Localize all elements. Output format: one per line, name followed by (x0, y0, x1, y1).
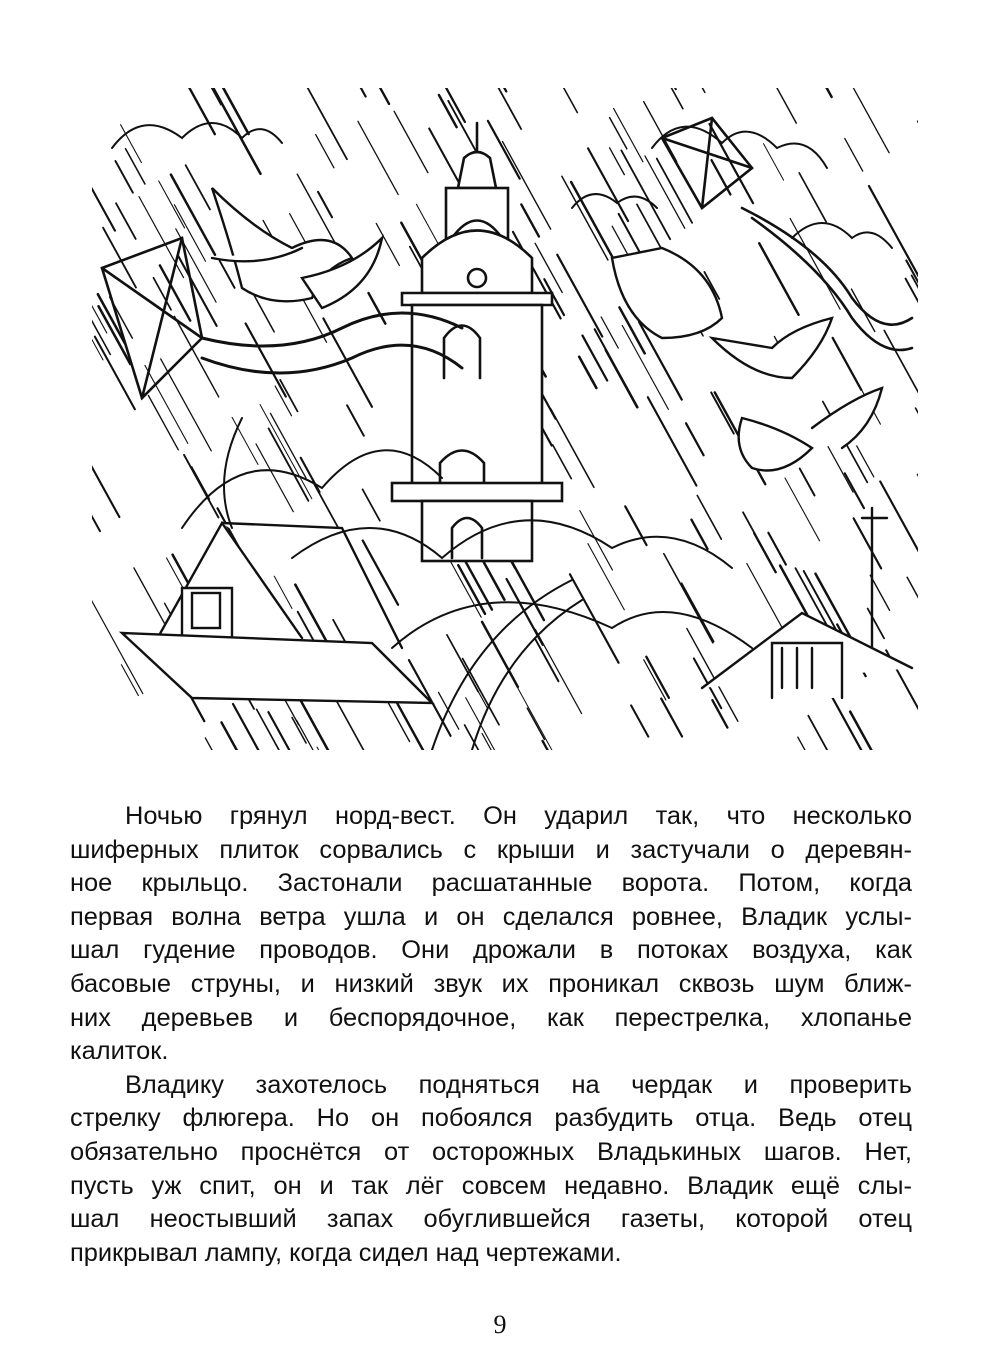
text-line: шал гудение проводов. Они дрожали в потоках воздуха, как (70, 936, 912, 965)
wind-stroke (557, 255, 602, 337)
wind-stroke (174, 316, 218, 397)
page-number: 9 (493, 1310, 507, 1339)
wind-stroke (857, 446, 874, 477)
wind-stroke (768, 533, 786, 565)
wind-stroke (764, 88, 796, 123)
wind-stroke (570, 574, 619, 662)
wind-stroke (571, 182, 612, 257)
wind-stroke (350, 88, 366, 96)
wind-stroke (317, 747, 331, 750)
text-line: Ночью грянул норд-вест. Он ударил так, что несколько (125, 802, 912, 830)
wind-stroke (543, 741, 581, 750)
text-line: них деревьев и беспорядочное, как перестрелка, хлопанье (70, 1003, 912, 1032)
wind-stroke (686, 423, 704, 455)
wind-stroke (365, 88, 389, 104)
wind-stroke (906, 279, 918, 353)
wind-stroke (828, 447, 853, 492)
wind-stroke (233, 704, 269, 750)
wind-stroke (115, 161, 132, 193)
wind-stroke (116, 203, 136, 239)
wind-stroke (369, 293, 386, 324)
wind-stroke (588, 148, 628, 221)
wind-stroke (497, 88, 522, 129)
wind-stroke (697, 495, 721, 539)
storm-illustration (92, 88, 918, 750)
wind-stroke (614, 108, 643, 161)
wind-stroke (92, 452, 100, 531)
wind-stroke (159, 181, 185, 228)
wind-stroke (316, 135, 334, 168)
wind-stroke (621, 150, 670, 239)
wind-stroke (907, 88, 918, 96)
wind-stroke (457, 653, 488, 709)
wind-stroke (184, 455, 218, 518)
wind-stroke (358, 121, 398, 194)
wind-stroke (192, 467, 210, 499)
wind-stroke (95, 337, 135, 410)
wind-stroke (246, 323, 286, 396)
wind-stroke (850, 712, 878, 750)
wind-stroke (527, 708, 544, 739)
wind-stroke (785, 478, 820, 541)
wind-stroke (817, 88, 832, 97)
wind-stroke (808, 716, 837, 750)
wind-stroke (601, 317, 618, 348)
wind-stroke (798, 737, 841, 750)
wind-stroke (92, 443, 119, 517)
wind-stroke (651, 88, 683, 109)
wind-stroke (92, 733, 93, 750)
wind-stroke (222, 722, 245, 750)
wind-stroke (260, 405, 312, 499)
text-line: стрелку флюгера. Но он побоялся разбудить отца. Ведь отец (70, 1104, 912, 1133)
body-text (70, 800, 912, 1270)
wind-stroke (907, 577, 918, 609)
wind-stroke (232, 417, 258, 464)
wind-stroke (631, 705, 648, 736)
wind-stroke (463, 659, 499, 725)
wind-stroke (800, 469, 815, 496)
wind-stroke (92, 156, 115, 230)
wind-stroke (917, 474, 918, 522)
wind-stroke (292, 718, 306, 743)
wind-stroke (514, 681, 565, 750)
wind-stroke (270, 413, 306, 478)
wind-stroke (486, 88, 506, 91)
wind-stroke (347, 405, 364, 435)
wind-stroke (172, 88, 214, 134)
text-line: ное крыльцо. Застонали расшатанные ворота. Потом, когда (70, 869, 912, 898)
text-line: обязательно проснётся от осторожных Владькиных шагов. Нет, (70, 1137, 912, 1166)
wind-stroke (912, 275, 918, 331)
wind-stroke (646, 657, 669, 698)
wind-stroke (280, 380, 297, 411)
wind-stroke (610, 118, 627, 149)
wind-stroke (644, 660, 666, 700)
text-line: первая волна ветра ушла и он сделался ровнее, Владик услы- (70, 902, 912, 931)
text-line: прикрывал лампу, когда сидел над чертежами. (70, 1238, 622, 1267)
wind-stroke (712, 160, 731, 194)
text-line: шал неостывший запах обуглившейся газеты, которой отец (70, 1205, 912, 1234)
wind-stroke (429, 88, 465, 122)
wind-stroke (711, 392, 734, 433)
wind-stroke (799, 173, 826, 222)
wind-stroke (145, 365, 188, 443)
wind-stroke (363, 489, 380, 520)
wind-stroke (686, 88, 705, 92)
wind-stroke (648, 397, 697, 485)
wind-stroke (268, 712, 291, 750)
left-house (122, 523, 432, 703)
wind-stroke (318, 192, 332, 217)
wind-stroke (661, 699, 682, 737)
wind-stroke (588, 544, 624, 610)
wind-stroke (99, 306, 131, 364)
paragraph-2 (70, 1069, 912, 1271)
wind-stroke (664, 554, 713, 643)
wind-stroke (551, 409, 594, 487)
text-line: шиферных плиток сорвались с крыши и застучали о деревян- (70, 835, 912, 864)
wind-stroke (845, 473, 864, 508)
wind-stroke (884, 330, 918, 413)
wind-stroke (850, 88, 889, 153)
wind-stroke (582, 336, 607, 381)
wind-stroke (759, 243, 798, 314)
wind-stroke (854, 518, 882, 568)
wind-stroke (743, 512, 776, 572)
bell-tower (392, 123, 562, 561)
wind-stroke (916, 408, 918, 435)
wind-stroke (304, 88, 347, 159)
wind-stroke (535, 639, 558, 682)
wind-stroke (682, 583, 714, 641)
wind-stroke (186, 165, 210, 209)
wind-stroke (562, 176, 608, 260)
wind-stroke (869, 186, 918, 276)
wind-stroke (148, 395, 178, 449)
wind-stroke (551, 88, 577, 113)
text-line: калиток. (70, 1037, 169, 1066)
wind-stroke (521, 204, 539, 236)
wind-stroke (657, 159, 692, 223)
text-line: Владику захотелось подняться на чердак и проверить (125, 1070, 912, 1099)
wind-stroke (580, 511, 613, 570)
text-line: басовые струны, и низкий звук их проникал сквозь шум ближ- (70, 969, 912, 998)
wind-stroke (845, 138, 863, 171)
wind-stroke (269, 428, 309, 500)
wind-stroke (763, 144, 783, 181)
wind-stroke (553, 445, 572, 479)
text-line: пусть уж спит, он и так лёг совсем недавно. Владик ещё слы- (70, 1171, 912, 1200)
wind-stroke (880, 481, 918, 561)
wind-stroke (868, 609, 884, 639)
wind-stroke (747, 563, 787, 636)
wind-stroke (394, 111, 428, 172)
wind-stroke (220, 261, 235, 288)
wind-stroke (606, 350, 637, 407)
wind-stroke (579, 357, 596, 388)
wind-stroke (126, 149, 145, 184)
right-house (702, 508, 912, 698)
paragraph-1 (70, 800, 912, 1069)
